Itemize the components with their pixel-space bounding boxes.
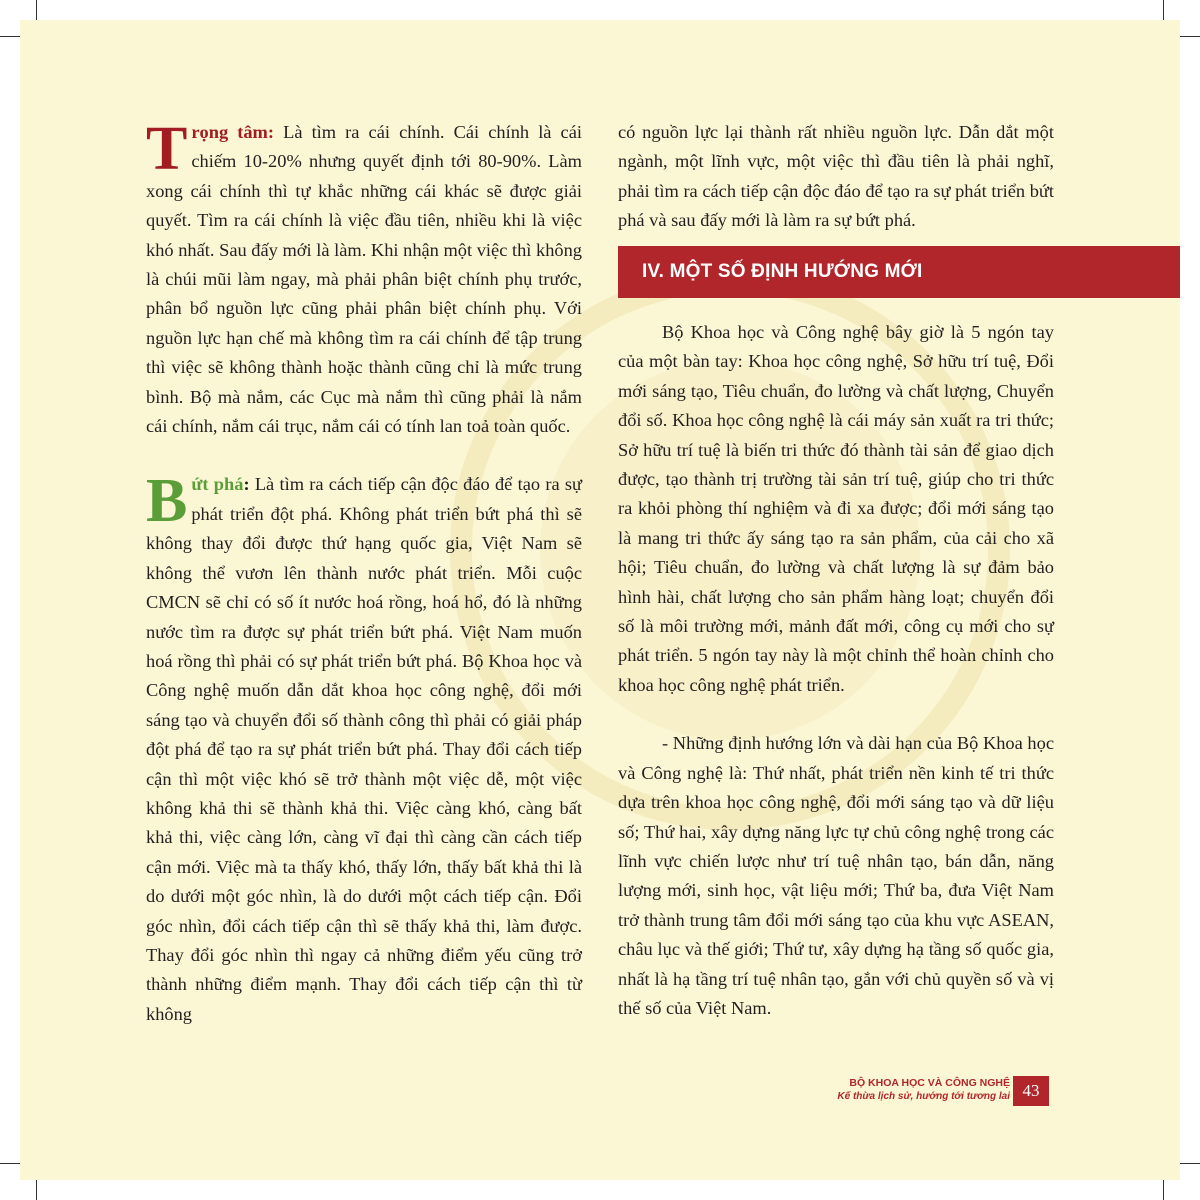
crop-mark <box>36 1178 37 1200</box>
dropcap: T <box>146 115 188 183</box>
crop-mark <box>1178 36 1200 37</box>
paragraph-five-fingers: Bộ Khoa học và Công nghệ bây giờ là 5 ngón tay của một bàn tay: Khoa học công nghệ, Sở hữu trí tuệ, Đổi mới sáng tạo, Tiêu chuẩn, đo lường và chất lượng, Chuyển đổi số. Khoa học công nghệ là cái máy sản xuất ra tri thức; Sở hữu trí tuệ là biến tri thức đó thành tài sản để giao dịch được, tạo thành trị trường tài sản trí tuệ, giúp cho tri thức ra khỏi phòng thí nghiệm và đi xa được; đổi mới sáng tạo là mang tri thức ấy sáng tạo ra sản phẩm, của cải cho xã hội; Tiêu chuẩn, đo lường và chất lượng là sự đảm bảo hình hài, chất lượng cho sản phẩm hàng loạt; chuyển đổi số là môi trường mới, mảnh đất mới, công cụ mới cho sự phát triển. 5 ngón tay này là một chỉnh thể hoàn chỉnh cho khoa học công nghệ phát triển. <box>618 322 1054 695</box>
lead-term: ứt phá <box>191 474 244 495</box>
lead-term: rọng tâm: <box>191 122 274 142</box>
footer-subtitle: Kế thừa lịch sử, hướng tới tương lai <box>837 1091 1010 1102</box>
paragraph-continuation: có nguồn lực lại thành rất nhiều nguồn lực. Dẫn dắt một ngành, một lĩnh vực, một việc thì đầu tiên là phải nghĩ, phải tìm ra cách tiếp cận độc đáo để tạo ra sự phát triển bứt phá và sau đấy mới là làm ra sự bứt phá. <box>618 122 1054 231</box>
paragraph-body: Là tìm ra cái chính. Cái chính là cái chiếm 10-20% nhưng quyết định tới 80-90%. Làm xong cái chính thì tự khắc những cái khác sẽ được giải quyết. Tìm ra cái chính là việc đầu tiên, nhiều khi là việc khó nhất. Sau đấy mới là làm. Khi nhận một việc thì không là chúi mũi làm ngay, mà phải phân biệt chính phụ trước, phân bổ nguồn lực cũng phải phân biệt chính phụ. Với nguồn lực hạn chế mà không tìm ra cái chính để tập trung thì việc sẽ không thành hoặc thành cũng chỉ là mức trung bình. Bộ mà nắm, các Cục mà nắm thì cũng phải là nắm cái chính, nắm cái trục, nắm cái có tính lan toả toàn quốc. <box>146 122 582 437</box>
crop-mark <box>1163 0 1164 22</box>
dropcap: B <box>146 467 188 536</box>
footer-title: BỘ KHOA HỌC VÀ CÔNG NGHỆ <box>849 1077 1010 1089</box>
document-page <box>20 20 1180 1180</box>
paragraph-body: Là tìm ra cách tiếp cận độc đáo để tạo ra sự phát triển đột phá. Không phát triển bứt phá thì sẽ không thay đổi được thứ hạng quốc gia, Việt Nam sẽ không thể vươn lên thành nước phát triển. Mỗi cuộc CMCN sẽ chỉ có số ít nước hoá rồng, hoá hổ, đó là những nước tìm ra được sự phát triển bứt phá. Việt Nam muốn hoá rồng thì phải có sự phát triển bứt phá. Bộ Khoa học và Công nghệ muốn dẫn dắt khoa học công nghệ, đổi mới sáng tạo và chuyển đổi số thành công thì phải có giải pháp đột phá để tạo ra sự phát triển bứt phá. Thay đổi cách tiếp cận thì một việc khó sẽ trở thành một việc dễ, một việc không khả thi sẽ thành khả thi. Việc càng khó, càng bất khả thi, việc càng lớn, càng vĩ đại thì càng cần cách tiếp cận mới. Việc mà ta thấy khó, thấy lớn, thấy bất khả thi là do dưới một góc nhìn, là do dưới một cách tiếp cận. Đổi góc nhìn, đổi cách tiếp cận thì sẽ thấy khả thi, làm được. Thay đổi góc nhìn thì ngay cả những điểm yếu cũng trở thành những điểm mạnh. Thay đổi cách tiếp cận thì từ không <box>146 474 582 1024</box>
crop-mark <box>36 0 37 22</box>
left-column <box>146 115 582 1029</box>
paragraph-but-pha <box>146 467 582 1029</box>
paragraph-directions: - Những định hướng lớn và dài hạn của Bộ Khoa học và Công nghệ là: Thứ nhất, phát triển nền kinh tế tri thức dựa trên khoa học công nghệ, đổi mới sáng tạo và dữ liệu số; Thứ hai, xây dựng năng lực tự chủ công nghệ trong các lĩnh vực chiến lược như trí tuệ nhân tạo, bán dẫn, năng lượng mới, sinh học, vật liệu mới; Thứ ba, đưa Việt Nam trở thành trung tâm đổi mới sáng tạo của khu vực ASEAN, châu lục và thế giới; Thứ tư, xây dựng hạ tầng số quốc gia, nhất là hạ tầng trí tuệ nhân tạo, gắn với chủ quyền số và vị thế số của Việt Nam. <box>618 733 1054 1018</box>
crop-mark <box>1163 1178 1164 1200</box>
section-heading-banner <box>618 246 1180 298</box>
crop-mark <box>0 36 22 37</box>
crop-mark <box>1178 1163 1200 1164</box>
section-heading: IV. MỘT SỐ ĐỊNH HƯỚNG MỚI <box>642 261 923 282</box>
paragraph-trong-tam <box>146 115 582 441</box>
footer-branding <box>837 1076 1010 1104</box>
lead-colon: : <box>243 474 250 495</box>
right-column-section <box>618 318 1054 1023</box>
crop-mark <box>0 1163 22 1164</box>
right-column <box>618 118 1054 236</box>
page-number: 43 <box>1013 1076 1049 1106</box>
